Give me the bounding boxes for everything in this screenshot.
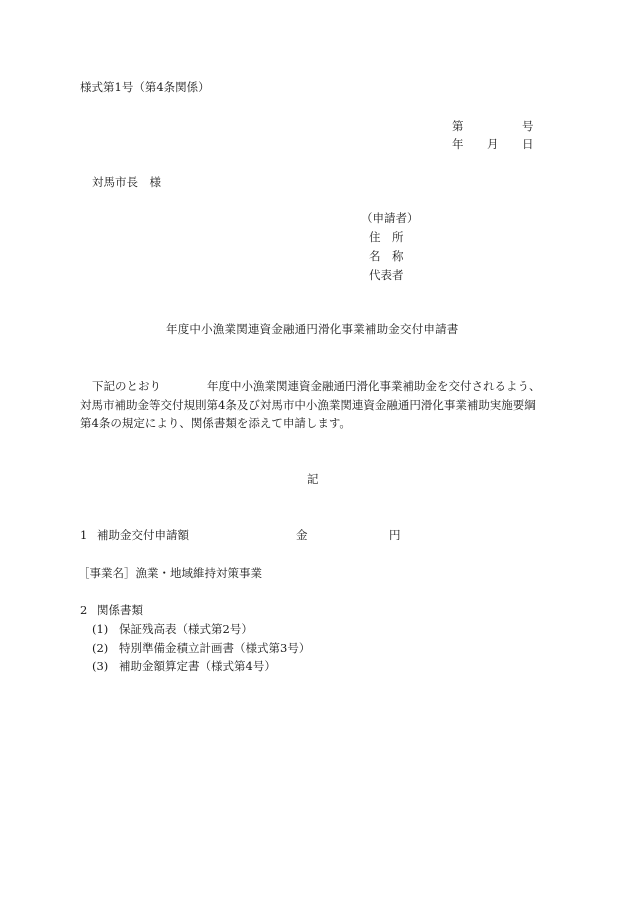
doc-item-num: (3) (92, 659, 109, 673)
project-name: ［事業名］漁業・地域維持対策事業 (78, 566, 262, 580)
item2-label: 関係書類 (97, 603, 143, 617)
document-title: 年度中小漁業関連資金融通円滑化事業補助金交付申請書 (166, 322, 459, 336)
addressee: 対馬市長 様 (92, 175, 161, 189)
doc-number-prefix: 第 (452, 119, 464, 133)
applicant-heading: （申請者） (361, 211, 419, 225)
applicant-name-label: 名 称 (369, 249, 404, 263)
item1-yen: 円 (389, 528, 401, 542)
item1-number: 1 (80, 528, 88, 542)
doc-item-num: (1) (92, 622, 109, 636)
doc-item-text: 特別準備金積立計画書（様式第3号） (119, 641, 311, 655)
form-number: 様式第1号（第4条関係） (80, 80, 210, 94)
ki-heading: 記 (307, 472, 319, 486)
date-day: 日 (522, 137, 534, 151)
applicant-address-label: 住 所 (369, 230, 404, 244)
doc-item-text: 補助金額算定書（様式第4号） (119, 659, 276, 673)
doc-item-num: (2) (92, 641, 109, 655)
body-line-1: 下記のとおり 年度中小漁業関連資金融通円滑化事業補助金を交付されるよう、 (92, 379, 541, 393)
doc-number-suffix: 号 (522, 119, 534, 133)
body-line-3: 第4条の規定により、関係書類を添えて申請します。 (80, 416, 351, 430)
item1-label: 補助金交付申請額 (97, 528, 189, 542)
doc-item-text: 保証残高表（様式第2号） (119, 622, 253, 636)
item1-kin: 金 (296, 528, 308, 542)
item2-number: 2 (80, 603, 88, 617)
date-month: 月 (487, 137, 499, 151)
date-year: 年 (452, 137, 464, 151)
applicant-representative-label: 代表者 (369, 268, 404, 282)
body-line-2: 対馬市補助金等交付規則第4条及び対馬市中小漁業関連資金融通円滑化事業補助実施要綱 (80, 398, 536, 412)
